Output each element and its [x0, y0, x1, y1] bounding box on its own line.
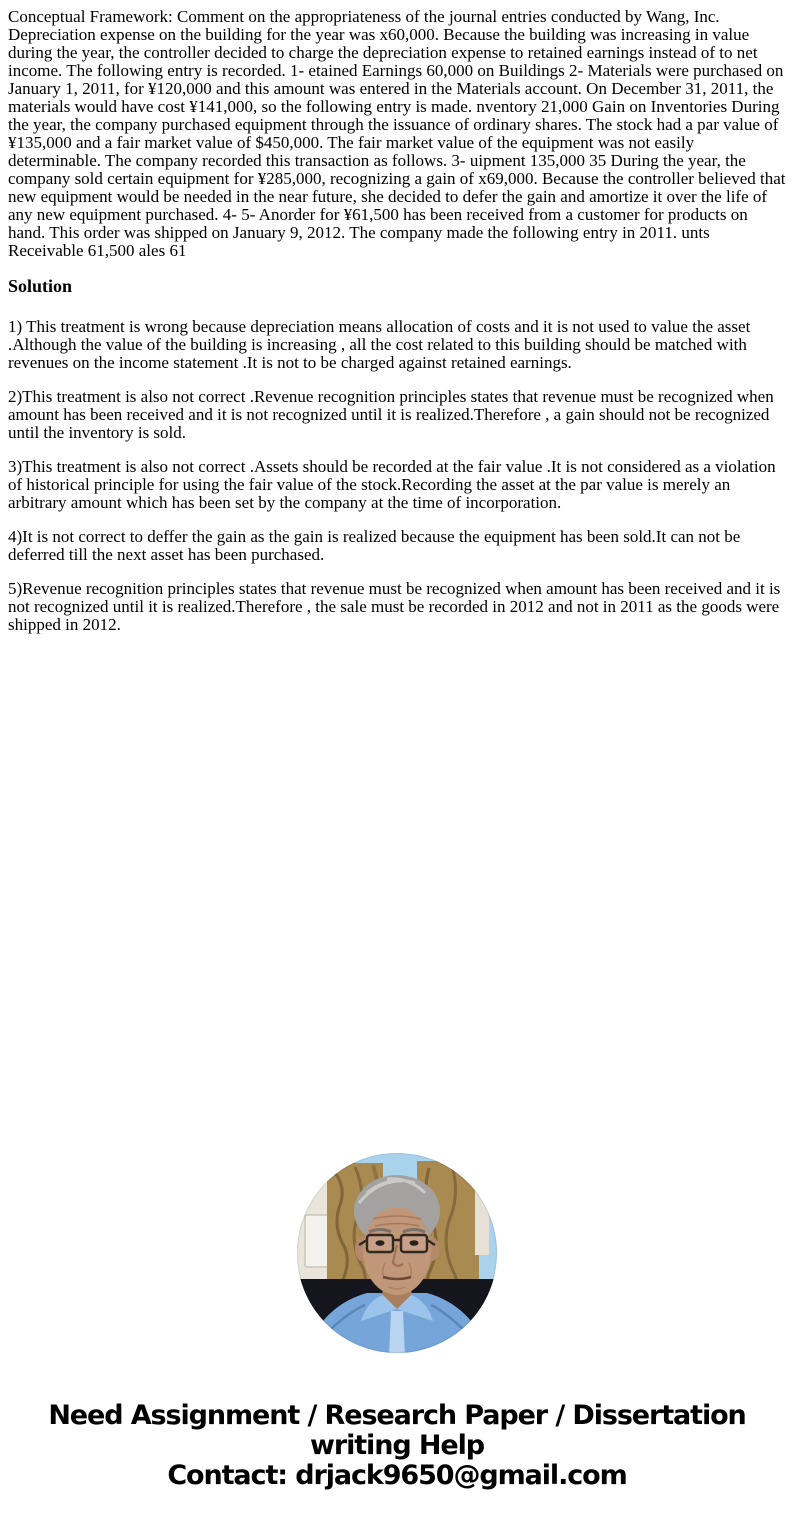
photo-doorframe-right	[475, 1181, 489, 1255]
contact-email-text: Contact: drjack9650@gmail.com	[167, 1460, 627, 1491]
solution-heading: Solution	[8, 276, 73, 296]
solution-point-4: 4)It is not correct to deffer the gain as the gain is realized because the equipment has been sold.It can not be deferred till the next asset has been purchased.	[8, 527, 741, 564]
text-column	[8, 8, 786, 650]
footer-banner	[0, 1401, 794, 1491]
solution-point-1: 1) This treatment is wrong because depreciation means allocation of costs and it is not used to value the asset .Although the value of the building is increasing , all the cost related to this building should be matched with revenues on the income statement .It is not to be charged against retained earnings.	[8, 317, 751, 372]
portrait-photo-illustration	[297, 1153, 497, 1353]
avatar	[297, 1153, 497, 1353]
solution-point-2: 2)This treatment is also not correct .Revenue recognition principles states that revenue must be recognized when amount has been received and it is not recognized until it is realized.Therefore , a gain should not be recognized until the inventory is sold.	[8, 387, 774, 442]
solution-point-5: 5)Revenue recognition principles states that revenue must be recognized when amount has been received and it is not recognized until it is realized.Therefore , the sale must be recorded in 2012 and not in 2011 as the goods were shipped in 2012.	[8, 579, 781, 634]
problem-statement: Conceptual Framework: Comment on the appropriateness of the journal entries conducted by Wang, Inc. Depreciation expense on the building for the year was x60,000. Because the building was increasing in value during the year, the controller decided to charge the depreciation expense to retained earnings instead of to net income. The following entry is recorded. 1- etained Earnings 60,000 on Buildings 2- Materials were purchased on January 1, 2011, for ¥120,000 and this amount was entered in the Materials account. On December 31, 2011, the materials would have cost ¥141,000, so the following entry is made. nventory 21,000 Gain on Inventories During the year, the company purchased equipment through the issuance of ordinary shares. The stock had a par value of ¥135,000 and a fair market value of $450,000. The fair market value of the equipment was not easily determinable. The company recorded this transaction as follows. 3- uipment 135,000 35 During the year, the company sold certain equipment for ¥285,000, recognizing a gain of x69,000. Because the controller believed that new equipment would be needed in the near future, she decided to defer the gain and amortize it over the life of any new equipment purchased. 4- 5- Anorder for ¥61,500 has been received from a customer for products on hand. This order was shipped on January 9, 2012. The company made the following entry in 2011. unts Receivable 61,500 ales 61	[8, 7, 786, 260]
eye-left	[376, 1240, 385, 1246]
shirt-placket	[389, 1311, 405, 1353]
help-offer-text: Need Assignment / Research Paper / Dissertation writing Help	[48, 1400, 746, 1461]
photo-switch-plate	[305, 1215, 329, 1267]
eye-right	[410, 1240, 419, 1246]
solution-point-3: 3)This treatment is also not correct .Assets should be recorded at the fair value .It is not considered as a violation of historical principle for using the fair value of the stock.Recording the asset at the par value is merely an arbitrary amount which has been set by the company at the time of incorporation.	[8, 457, 776, 512]
